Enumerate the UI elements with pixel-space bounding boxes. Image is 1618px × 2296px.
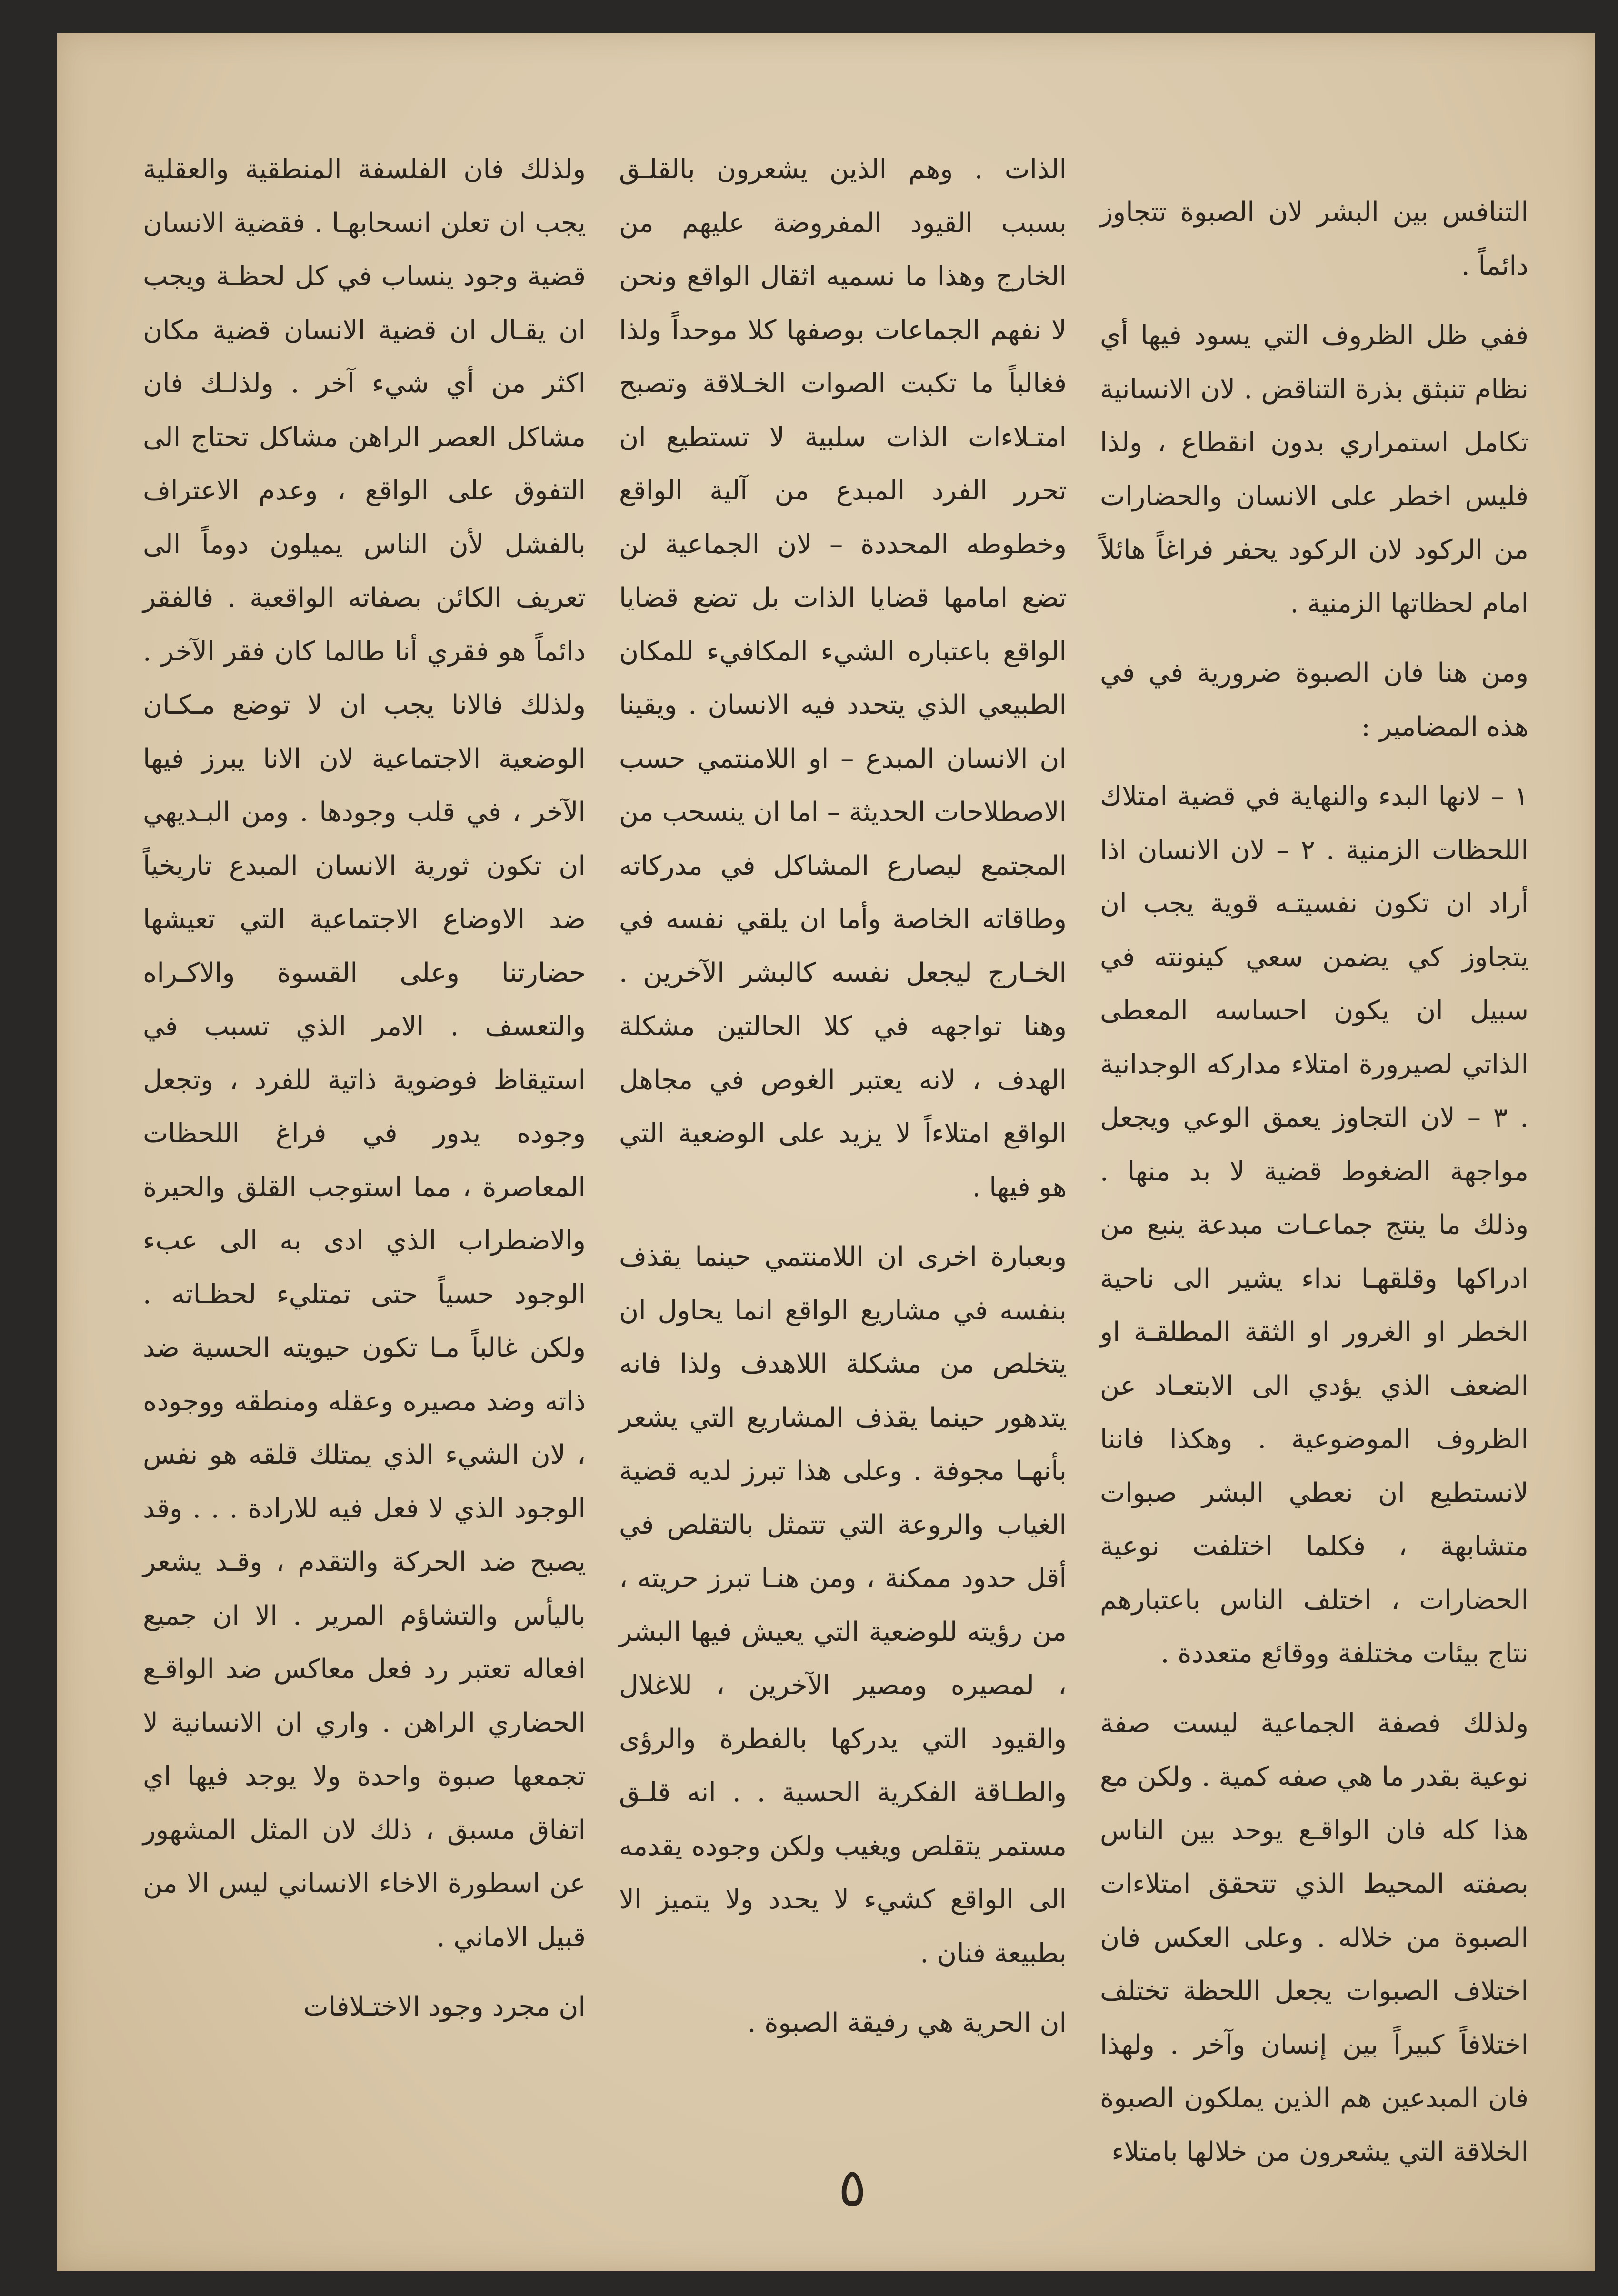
- text-column-left: [143, 143, 586, 2050]
- text-column-middle: [619, 143, 1067, 2066]
- paragraph: التنافس بين البشر لان الصبوة تتجاوز دائماً .: [1100, 197, 1528, 281]
- page-number: ٥: [838, 2157, 867, 2218]
- paragraph: الذات . وهم الذين يشعرون بالقلـق بسبب القيود المفروضة عليهم من الخارج وهذا ما نسميه اثقال الواقع ونحن لا نفهم الجماعات بوصفها كلا موحداً ولذا فغالباً ما تكبت الصوات الخـلاقة وتصبح امتـلاءات الذات سلبية لا تستطيع ان تحرر الفرد المبدع من آلية الواقع وخطوطه المحددة – لان الجماعية لن تضع امامها قضايا الذات بل تضع قضايا الواقع باعتباره الشيء المكافيء للمكان الطبيعي الذي يتحدد فيه الانسان . ويقينا ان الانسان المبدع – او اللامنتمي حسب الاصطلاحات الحديثة – اما ان ينسحب من المجتمع ليصارع المشاكل في مدركاته وطاقاته الخاصة وأما ان يلقي نفسه في الخـارج ليجعل نفسه كالبشر الآخرين . وهنا تواجهه في كلا الحالتين مشكلة الهدف ، لانه يعتبر الغوص في مجاهل الواقع امتلاءاً لا يزيد على الوضعية التي هو فيها .: [619, 154, 1067, 1203]
- paragraph: ان الحرية هي رفيقة الصبوة .: [747, 2007, 1067, 2038]
- text-column-right: [1100, 186, 1528, 2195]
- paragraph: ومن هنا فان الصبوة ضرورية في في هذه المضامير :: [1100, 658, 1528, 742]
- paragraph: ففي ظل الظروف التي يسود فيها أي نظام تنبثق بذرة التناقض . لان الانسانية تكامل استمراري بدون انقطاع ، ولذا فليس اخطر على الانسان والحضارات من الركود لان الركود يحفر فراغاً هائلاً امام لحظاتها الزمنية .: [1100, 320, 1528, 619]
- paragraph: ولذلك فان الفلسفة المنطقية والعقلية يجب ان تعلن انسحابهـا . فقضية الانسان قضية وجود ينساب في كل لحظـة ويجب ان يقـال ان قضية الانسان قضية مكان اكثر من أي شيء آخر . ولذلـك فان مشاكل العصر الراهن مشاكل تحتاج الى التفوق على الواقع ، وعدم الاعتراف بالفشل لأن الناس يميلون دوماً الى تعريف الكائن بصفاته الواقعية . فالفقر دائماً هو فقري أنا طالما كان فقر الآخر . ولذلك فالانا يجب ان لا توضع مـكـان الوضعية الاجتماعية لان الانا يبرز فيها الآخر ، في قلب وجودها . ومن البـديهي ان تكون ثورية الانسان المبدع تاريخياً ضد الاوضاع الاجتماعية التي تعيشها حضارتنا وعلى القسوة والاكـراه والتعسف . الامر الذي تسبب في استيقاظ فوضوية ذاتية للفرد ، وتجعل وجوده يدور في فراغ اللحظات المعاصرة ، مما استوجب القلق والحيرة والاضطراب الذي ادى به الى عبء الوجود حسياً حتى تمتليء لحظـاته . ولكن غالباً مـا تكون حيويته الحسية ضد ذاته وضد مصيره وعقله ومنطقه ووجوده ، لان الشيء الذي يمتلك قلقه هو نفس الوجود الذي لا فعل فيه للارادة . . . وقد يصبح ضد الحركة والتقدم ، وقـد يشعر باليأس والتشاؤم المرير . الا ان جميع افعاله تعتبر رد فعل معاكس ضد الواقـع الحضاري الراهن . واري ان الانسانية لا تجمعها صبوة واحدة ولا يوجد فيها اي اتفاق مسبق ، ذلك لان المثل المشهور عن اسطورة الاخاء الانساني ليس الا من قبيل الاماني .: [143, 154, 586, 1953]
- paragraph: ولذلك فصفة الجماعية ليست صفة نوعية بقدر ما هي صفه كمية . ولكن مع هذا كله فان الواقـع يوحد بين الناس بصفته المحيط الذي تتحقق امتلاءات الصبوة من خلاله . وعلى العكس فان اختلاف الصبوات يجعل اللحظة تختلف اختلافاً كبيراً بين إنسان وآخر . ولهذا فان المبدعين هم الذين يملكون الصبوة الخلاقة التي يشعرون من خلالها بامتلاء: [1100, 1707, 1528, 2167]
- magazine-page: [57, 33, 1595, 2271]
- paragraph: وبعبارة اخرى ان اللامنتمي حينما يقذف بنفسه في مشاريع الواقع انما يحاول ان يتخلص من مشكلة اللاهدف ولذا فانه يتدهور حينما يقذف المشاريع التي يشعر بأنهـا مجوفة . وعلى هذا تبرز لديه قضية الغياب والروعة التي تتمثل بالتقلص في أقل حدود ممكنة ، ومن هنـا تبرز حريته ، من رؤيته للوضعية التي يعيش فيها البشر ، لمصيره ومصير الآخرين ، للاغلال والقيود التي يدركها بالفطرة والرؤى والطـاقة الفكرية الحسية . . انه قلـق مستمر يتقلص ويغيب ولكن وجوده يقدمه الى الواقع كشيء لا يحدد ولا يتميز الا بطبيعة فنان .: [619, 1241, 1067, 1969]
- paragraph: ١ – لانها البدء والنهاية في قضية امتلاك اللحظات الزمنية . ٢ – لان الانسان اذا أراد ان تكون نفسيتـه قوية يجب ان يتجاوز كي يضمن سعي كينونته في سبيل ان يكون احساسه المعطى الذاتي لصيرورة امتلاء مداركه الوجدانية . ٣ – لان التجاوز يعمق الوعي ويجعل مواجهة الضغوط قضية لا بد منها . وذلك ما ينتج جماعـات مبدعة ينبع من ادراكها وقلقهـا نداء يشير الى ناحية الخطر او الغرور او الثقة المطلقـة او الضعف الذي يؤدي الى الابتعـاد عن الظروف الموضوعية . وهكذا فاننا لانستطيع ان نعطي البشر صبوات متشابهة ، فكلما اختلفت نوعية الحضارات ، اختلف الناس باعتبارهم نتاج بيئات مختلفة ووقائع متعددة .: [1100, 781, 1528, 1669]
- paragraph: ان مجرد وجود الاختـلافات: [303, 1991, 586, 2022]
